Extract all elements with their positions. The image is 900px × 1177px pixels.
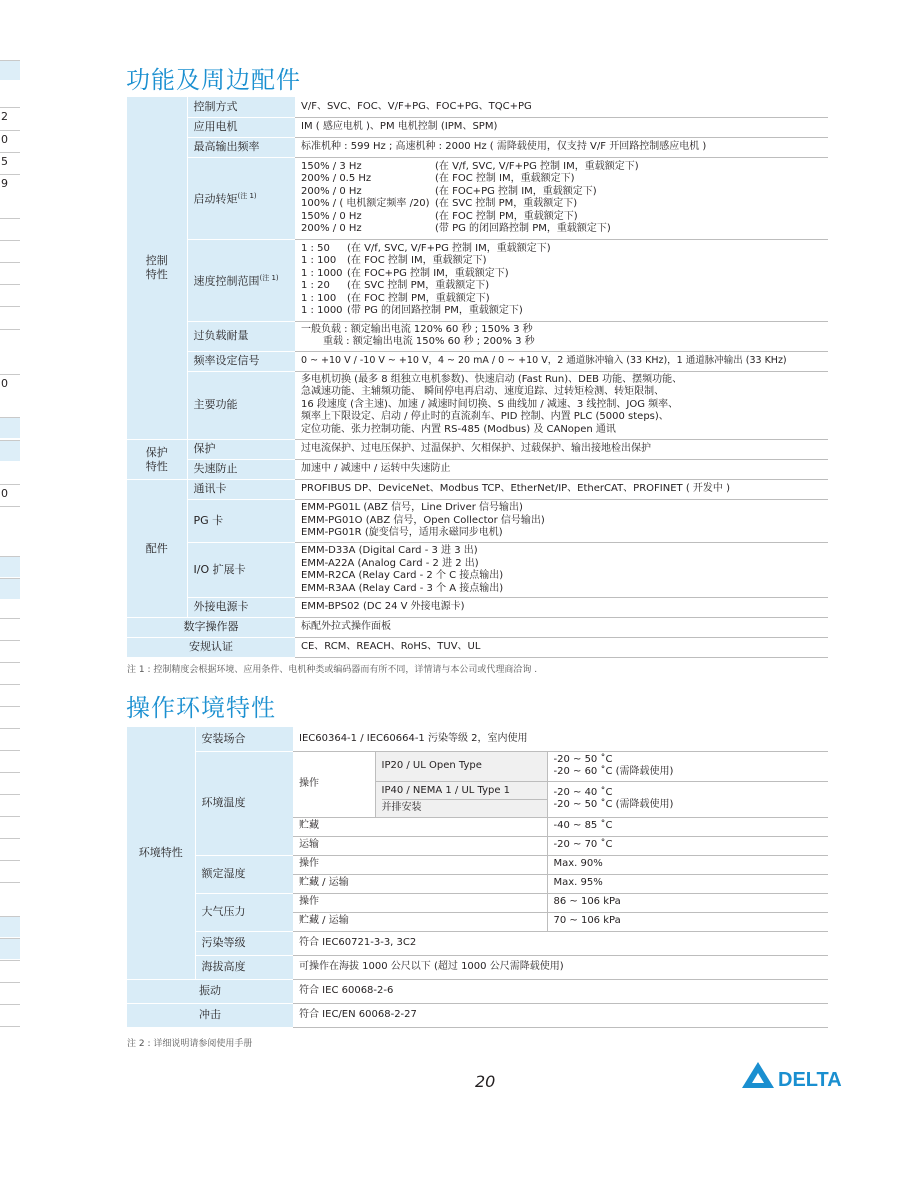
strip-row xyxy=(0,662,20,663)
category-control: 控制 特性 xyxy=(127,97,187,440)
section-title-environment: 操作环境特性 xyxy=(126,694,276,722)
table-row xyxy=(127,500,828,543)
row-value: PROFIBUS DP、DeviceNet、Modbus TCP、EtherNet/IP、EtherCAT、PROFINET ( 开发中 ) xyxy=(295,480,828,500)
row-value xyxy=(547,751,828,781)
row-label xyxy=(187,157,295,239)
row-value: IM ( 感应电机 )、PM 电机控制 (IPM、SPM) xyxy=(295,117,828,137)
row-value xyxy=(295,500,828,543)
value-b: (在 V/f, SVC, V/F+PG 控制 IM，重载额定下) xyxy=(435,160,639,172)
table-row xyxy=(127,598,828,618)
strip-row xyxy=(0,240,20,241)
value-line xyxy=(301,305,828,318)
strip-row xyxy=(0,506,20,507)
strip-row xyxy=(0,152,20,171)
table-row xyxy=(127,855,828,874)
strip-row xyxy=(0,174,20,193)
value-b: (在 FOC 控制 PM，重载额定下) xyxy=(347,292,490,304)
row-label: 保护 xyxy=(187,440,295,460)
table-row xyxy=(127,480,828,500)
row-value xyxy=(295,239,828,321)
value-line xyxy=(301,161,828,174)
strip-row xyxy=(0,938,20,959)
category-protection: 保护 特性 xyxy=(127,440,187,480)
table-row xyxy=(127,137,828,157)
strip-row xyxy=(0,728,20,729)
row-value: Max. 95% xyxy=(547,874,828,893)
row-value: 标配外拉式操作面板 xyxy=(295,618,828,638)
strip-row xyxy=(0,882,20,883)
row-label: 过负载耐量 xyxy=(187,321,295,351)
strip-row xyxy=(0,640,20,641)
row-sublabel: IP20 / UL Open Type xyxy=(375,751,547,781)
row-sublabel: 操作 xyxy=(293,855,547,874)
value-line: -20 ~ 60 ˚C (需降载使用) xyxy=(553,766,674,777)
row-label: 控制方式 xyxy=(187,97,295,117)
value-a: 200% / 0.5 Hz xyxy=(301,173,372,184)
value-line: EMM-R2CA (Relay Card - 2 个 C 接点输出) xyxy=(301,570,504,581)
strip-number: 0 xyxy=(1,487,8,500)
table-row xyxy=(127,893,828,912)
row-label: 应用电机 xyxy=(187,117,295,137)
value-b: (带 PG 的闭回路控制 PM，重载额定下) xyxy=(435,223,611,234)
strip-row xyxy=(0,1026,20,1027)
value-line xyxy=(301,268,828,281)
value-b: (在 FOC+PG 控制 IM，重载额定下) xyxy=(347,267,509,279)
row-label: I/O 扩展卡 xyxy=(187,543,295,598)
strip-row xyxy=(0,440,20,461)
value-line xyxy=(301,173,828,186)
row-label: 环境温度 xyxy=(195,751,293,855)
value-line: -20 ~ 50 ˚C xyxy=(553,753,613,765)
strip-row xyxy=(0,706,20,707)
row-value: -40 ~ 85 ˚C xyxy=(547,817,828,836)
value-b: (在 FOC 控制 IM，重载额定下) xyxy=(347,255,487,266)
row-value xyxy=(295,371,828,439)
table-row xyxy=(127,1003,828,1027)
strip-row xyxy=(0,262,20,263)
strip-row xyxy=(0,794,20,795)
row-label: 安规认证 xyxy=(127,638,295,658)
table-row xyxy=(127,751,828,781)
strip-row xyxy=(0,218,20,219)
strip-row xyxy=(0,306,20,307)
value-a: 200% / 0 Hz xyxy=(301,185,362,197)
row-label: 污染等级 xyxy=(195,931,293,955)
footnote-ref: (注 1) xyxy=(259,273,279,282)
value-a: 200% / 0 Hz xyxy=(301,223,362,234)
table-row xyxy=(127,239,828,321)
strip-row xyxy=(0,284,20,285)
delta-logo xyxy=(740,1058,846,1092)
row-value: 标准机种 : 599 Hz ; 高速机种 : 2000 Hz ( 需降载使用，仅支持 V/F 开回路控制感应电机 ) xyxy=(295,137,828,157)
label-text: 启动转矩 xyxy=(193,192,238,206)
category-accessories: 配件 xyxy=(127,480,187,618)
row-sublabel: 运输 xyxy=(293,836,547,855)
strip-row xyxy=(0,130,20,149)
table-row xyxy=(127,727,828,751)
strip-row xyxy=(0,860,20,861)
table-row xyxy=(127,460,828,480)
value-b: (在 SVC 控制 PM，重载额定下) xyxy=(435,198,578,209)
strip-row xyxy=(0,329,20,330)
value-b: (在 SVC 控制 PM，重载额定下) xyxy=(347,280,490,291)
row-value: 符合 IEC 60068-2-6 xyxy=(293,979,828,1003)
value-a: 150% / 3 Hz xyxy=(301,160,362,172)
row-sublabel: 操作 xyxy=(293,751,375,817)
row-label xyxy=(187,239,295,321)
strip-row xyxy=(0,484,20,503)
row-sublabel: 贮藏 / 运输 xyxy=(293,874,547,893)
value-line xyxy=(301,280,828,293)
value-a: 1 : 1000 xyxy=(301,267,343,279)
value-line xyxy=(301,293,828,306)
row-value xyxy=(295,543,828,598)
row-value: CE、RCM、REACH、RoHS、TUV、UL xyxy=(295,638,828,658)
strip-row xyxy=(0,1004,20,1005)
value-line xyxy=(301,198,828,211)
strip-row xyxy=(0,960,20,961)
strip-row xyxy=(0,772,20,773)
row-value: 符合 IEC60721-3-3, 3C2 xyxy=(293,931,828,955)
row-value: V/F、SVC、FOC、V/F+PG、FOC+PG、TQC+PG xyxy=(295,97,828,117)
strip-row xyxy=(0,982,20,983)
table-row xyxy=(127,638,828,658)
value-line: EMM-PG01O (ABZ 信号，Open Collector 信号输出) xyxy=(301,514,545,526)
strip-number: 0 xyxy=(1,377,8,390)
value-b: (带 PG 的闭回路控制 PM，重载额定下) xyxy=(347,305,523,316)
strip-row xyxy=(0,838,20,839)
value-a: 100% / ( 电机额定频率 /20) xyxy=(301,198,430,209)
table-row xyxy=(127,543,828,598)
value-line: -20 ~ 50 ˚C (需降载使用) xyxy=(553,799,674,810)
row-label: 安装场合 xyxy=(195,727,293,751)
value-a: 150% / 0 Hz xyxy=(301,210,362,222)
table-row xyxy=(127,979,828,1003)
strip-row xyxy=(0,578,20,599)
row-label: 失速防止 xyxy=(187,460,295,480)
row-sublabel: 贮藏 / 运输 xyxy=(293,912,547,931)
row-value: 0 ~ +10 V / -10 V ~ +10 V，4 ~ 20 mA / 0 ~ +10 V，2 通道脉冲输入 (33 KHz)，1 通道脉冲输出 (33 KHz) xyxy=(295,351,828,371)
strip-row xyxy=(0,556,20,577)
value-line: 重载 : 额定输出电流 150% 60 秒 ; 200% 3 秒 xyxy=(323,336,535,347)
value-line xyxy=(301,211,828,224)
table-row xyxy=(127,351,828,371)
value-line: -20 ~ 40 ˚C xyxy=(553,786,613,798)
label-text: 速度控制范围 xyxy=(193,274,260,288)
strip-row xyxy=(0,107,20,126)
value-a: 1 : 100 xyxy=(301,292,337,304)
strip-row xyxy=(0,60,20,80)
footnote-1: 注 1 : 控制精度会根据环境、应用条件、电机种类或编码器而有所不同，详情请与本公司或代理商洽询 . xyxy=(127,665,538,675)
environment-table xyxy=(127,727,828,1028)
row-value: IEC60364-1 / IEC60664-1 污染等级 2，室内使用 xyxy=(293,727,828,751)
value-line xyxy=(301,243,828,256)
value-a: 1 : 20 xyxy=(301,280,330,291)
row-label: 大气压力 xyxy=(195,893,293,931)
row-label: 额定湿度 xyxy=(195,855,293,893)
value-line: EMM-A22A (Analog Card - 2 进 2 出) xyxy=(301,557,479,569)
row-label: 数字操作器 xyxy=(127,618,295,638)
row-label: 通讯卡 xyxy=(187,480,295,500)
value-line: EMM-PG01R (旋变信号，适用永磁同步电机) xyxy=(301,527,503,539)
value-a: 1 : 100 xyxy=(301,255,337,266)
row-value: 过电流保护、过电压保护、过温保护、欠相保护、过载保护、输出接地检出保护 xyxy=(295,440,828,460)
value-line: EMM-PG01L (ABZ 信号，Line Driver 信号输出) xyxy=(301,502,523,514)
footnote-2: 注 2 : 详细说明请参阅使用手册 xyxy=(127,1039,253,1049)
strip-row xyxy=(0,618,20,619)
strip-number: 9 xyxy=(1,177,8,190)
table-row xyxy=(127,618,828,638)
row-label: 振动 xyxy=(127,979,293,1003)
row-sublabel xyxy=(375,781,547,817)
functions-table xyxy=(127,97,828,658)
footnote-ref: (注 1) xyxy=(237,191,257,200)
row-value: 70 ~ 106 kPa xyxy=(547,912,828,931)
table-row xyxy=(127,955,828,979)
value-a: 1 : 1000 xyxy=(301,305,343,316)
row-label: 海拔高度 xyxy=(195,955,293,979)
row-value: EMM-BPS02 (DC 24 V 外接电源卡) xyxy=(295,598,828,618)
strip-row xyxy=(0,374,20,393)
strip-row xyxy=(0,684,20,685)
row-label: 最高输出频率 xyxy=(187,137,295,157)
value-b: (在 FOC+PG 控制 IM，重载额定下) xyxy=(435,185,597,197)
value-line: IP40 / NEMA 1 / UL Type 1 xyxy=(381,784,511,796)
strip-row xyxy=(0,916,20,937)
row-label: 冲击 xyxy=(127,1003,293,1027)
row-value xyxy=(547,781,828,817)
table-row xyxy=(127,117,828,137)
row-value: 加速中 / 减速中 / 运转中失速防止 xyxy=(295,460,828,480)
table-row xyxy=(127,97,828,117)
row-value: Max. 90% xyxy=(547,855,828,874)
section-title-functions: 功能及周边配件 xyxy=(126,66,301,94)
table-row xyxy=(127,440,828,460)
row-sublabel: 贮藏 xyxy=(293,817,547,836)
value-line: 多电机切换 (最多 8 组独立电机参数)、快速启动 (Fast Run)、DEB 功能、摆频功能、 xyxy=(301,373,683,385)
value-line: 急减速功能、主辅频功能、 瞬间停电再启动、速度追踪、过转矩检测、转矩限制、 xyxy=(301,386,665,398)
value-line: 频率上下限设定、启动 / 停止时的直流刹车、PID 控制、内置 PLC (5000 steps)、 xyxy=(301,411,669,423)
row-label: 主要功能 xyxy=(187,371,295,439)
value-a: 1 : 50 xyxy=(301,242,330,254)
strip-number: 5 xyxy=(1,155,8,168)
value-line: 定位功能、张力控制功能、内置 RS-485 (Modbus) 及 CANopen 通讯 xyxy=(301,423,616,435)
row-value: 符合 IEC/EN 60068-2-27 xyxy=(293,1003,828,1027)
value-line: 并排安装 xyxy=(382,799,547,816)
value-line: EMM-D33A (Digital Card - 3 进 3 出) xyxy=(301,545,478,556)
row-value: 86 ~ 106 kPa xyxy=(547,893,828,912)
row-label: 外接电源卡 xyxy=(187,598,295,618)
value-line xyxy=(301,255,828,268)
value-b: (在 FOC 控制 PM，重载额定下) xyxy=(435,210,578,222)
value-line: 一般负载 : 额定输出电流 120% 60 秒 ; 150% 3 秒 xyxy=(301,323,533,335)
table-row xyxy=(127,321,828,351)
table-row xyxy=(127,157,828,239)
value-b: (在 V/f, SVC, V/F+PG 控制 IM，重载额定下) xyxy=(347,242,551,254)
row-value xyxy=(295,157,828,239)
value-b: (在 FOC 控制 IM，重载额定下) xyxy=(435,173,575,184)
table-row xyxy=(127,931,828,955)
row-label: 频率设定信号 xyxy=(187,351,295,371)
strip-row xyxy=(0,750,20,751)
row-value xyxy=(295,321,828,351)
strip-number: 2 xyxy=(1,110,8,123)
value-line xyxy=(301,186,828,199)
strip-number: 0 xyxy=(1,133,8,146)
row-label: PG 卡 xyxy=(187,500,295,543)
value-line: EMM-R3AA (Relay Card - 3 个 A 接点输出) xyxy=(301,582,504,594)
strip-row xyxy=(0,417,20,438)
category-environment: 环境特性 xyxy=(127,727,195,979)
value-line: 16 段速度 (含主速)、加速 / 减速时间切换、S 曲线加 / 减速、3 线控制、JOG 频率、 xyxy=(301,398,679,410)
row-value: 可操作在海拔 1000 公尺以下 (超过 1000 公尺需降载使用) xyxy=(293,955,828,979)
table-row xyxy=(127,371,828,439)
row-value: -20 ~ 70 ˚C xyxy=(547,836,828,855)
delta-wordmark: DELTA xyxy=(778,1069,842,1091)
page-number: 20 xyxy=(475,1072,496,1091)
strip-row xyxy=(0,816,20,817)
value-line xyxy=(301,223,828,236)
row-sublabel: 操作 xyxy=(293,893,547,912)
